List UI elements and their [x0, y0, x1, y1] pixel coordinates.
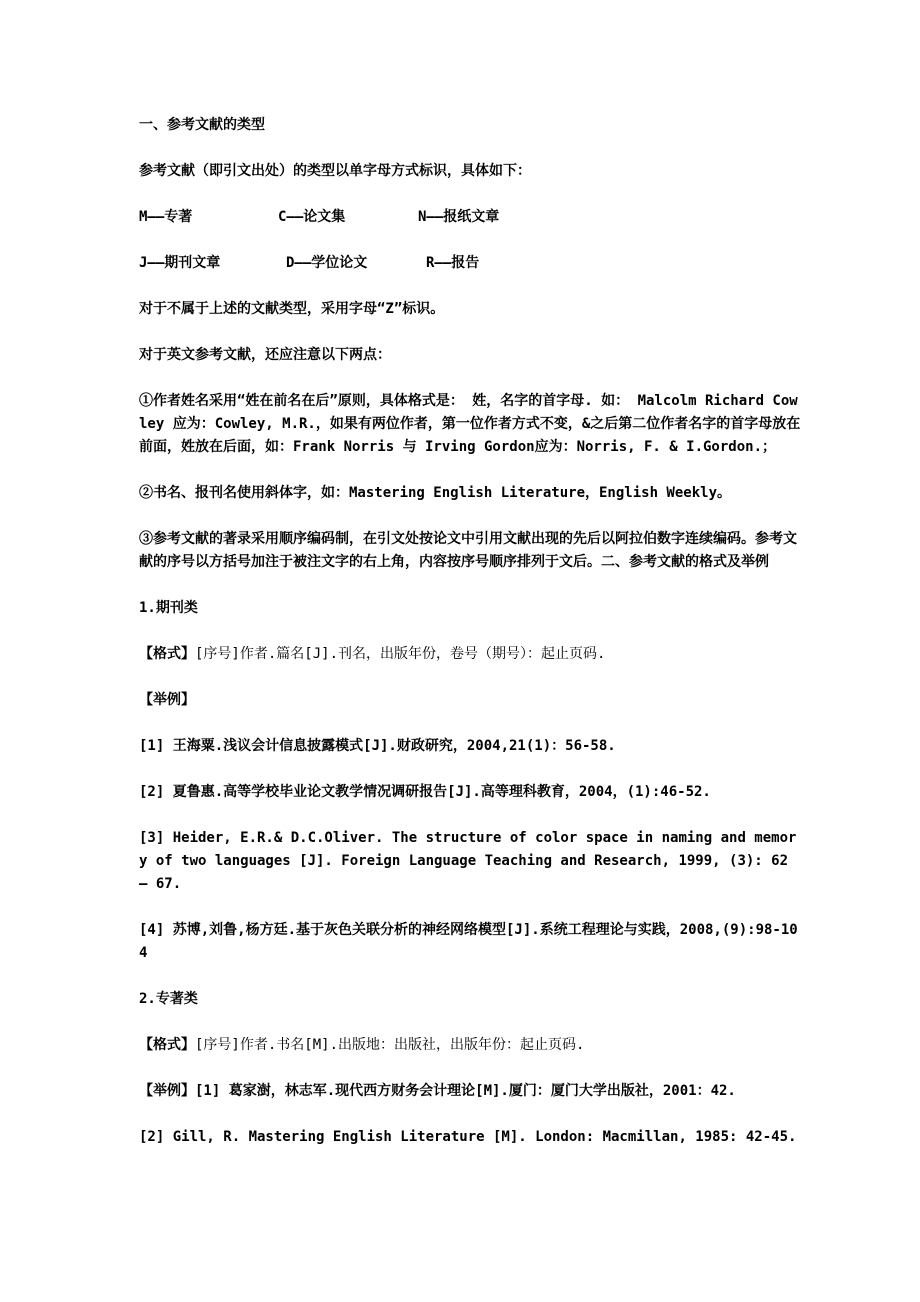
- type-monograph: M——专著: [139, 209, 193, 225]
- journal-example-2: [2] 夏鲁惠.高等学校毕业论文教学情况调研报告[J].高等理科教育，2004，(1):46-52.: [139, 784, 711, 800]
- monograph-example-2: [2] Gill, R. Mastering English Literature [M]. London: Macmillan, 1985: 42-45.: [139, 1129, 797, 1145]
- other-types-note: 对于不属于上述的文献类型，采用字母“Z”标识。: [139, 301, 445, 317]
- journal-heading: 1.期刊类: [139, 600, 198, 616]
- monograph-heading: 2.专著类: [139, 991, 198, 1007]
- monograph-format-label: 【格式】: [139, 1037, 195, 1053]
- journal-format: [139, 643, 804, 666]
- type-journal: J——期刊文章: [139, 255, 221, 271]
- numbering-rule: ③参考文献的著录采用顺序编码制，在引文处按论文中引用文献出现的先后以阿拉伯数字连续编码。参考文献的序号以方括号加注于被注文字的右上角，内容按序号顺序排列于文后。二、参考文献的格式及举例: [139, 531, 797, 570]
- type-proceedings: C——论文集: [278, 209, 346, 225]
- type-newspaper: N——报纸文章: [418, 209, 500, 225]
- monograph-format: [139, 1034, 804, 1057]
- monograph-example-1: [139, 1080, 804, 1103]
- monograph-format-text: [序号]作者.书名[M].出版地：出版社，出版年份：起止页码.: [195, 1037, 585, 1053]
- document-body: [139, 114, 804, 1172]
- italic-title-rule: ②书名、报刊名使用斜体字，如：Mastering English Literature，English Weekly。: [139, 485, 732, 501]
- types-row-2: [139, 252, 804, 275]
- monograph-example-label: 【举例】: [139, 1083, 195, 1099]
- author-name-rule: ①作者姓名采用“姓在前名在后”原则，具体格式是： 姓，名字的首字母. 如： Malcolm Richard Cowley 应为：Cowley, M.R.，如果有两位作者，第一位作者方式不变，&之后第二位作者名字的首字母放在前面，姓放在后面，如：Frank Norris 与 Irving Gordon应为：Norris, F. & I.Gordon.；: [139, 393, 801, 455]
- journal-example-3: [3] Heider, E.R.& D.C.Oliver. The structure of color space in naming and memory of two languages [J]. Foreign Language Teaching and Research, 1999, (3): 62 – 67.: [139, 830, 797, 892]
- section-heading-types: 一、参考文献的类型: [139, 117, 265, 133]
- types-intro: 参考文献（即引文出处）的类型以单字母方式标识，具体如下：: [139, 163, 531, 179]
- journal-example-4: [4] 苏博,刘鲁,杨方廷.基于灰色关联分析的神经网络模型[J].系统工程理论与实践，2008,(9):98-104: [139, 922, 798, 961]
- journal-format-text: [序号]作者.篇名[J].刊名，出版年份，卷号（期号）：起止页码.: [195, 646, 606, 662]
- journal-example-label: 【举例】: [139, 692, 195, 708]
- types-row-1: [139, 206, 804, 229]
- journal-example-1: [1] 王海粟.浅议会计信息披露模式[J].财政研究，2004,21(1)：56-58.: [139, 738, 616, 754]
- monograph-example-1-text: [1] 葛家澍，林志军.现代西方财务会计理论[M].厦门：厦门大学出版社，2001：42.: [195, 1083, 736, 1099]
- type-report: R——报告: [426, 255, 480, 271]
- journal-format-label: 【格式】: [139, 646, 195, 662]
- english-refs-note: 对于英文参考文献，还应注意以下两点：: [139, 347, 391, 363]
- type-thesis: D——学位论文: [286, 255, 368, 271]
